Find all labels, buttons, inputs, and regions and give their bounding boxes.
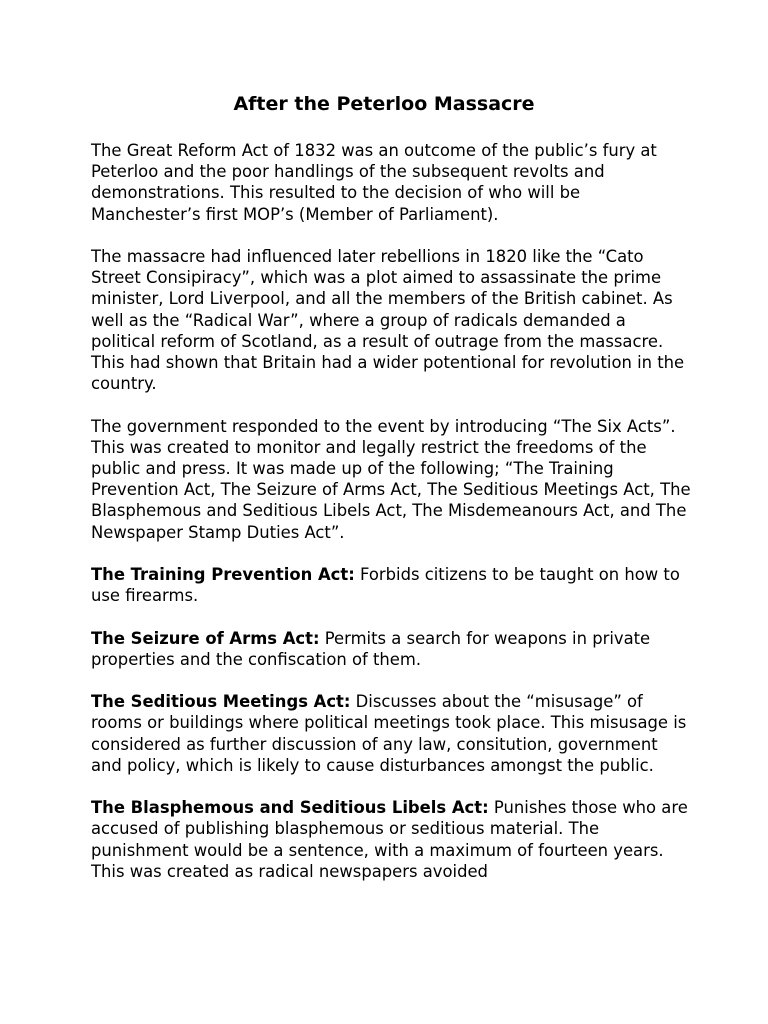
document-body <box>91 140 691 903</box>
act-description: Permits a search for weapons in private properties and the confiscation of them. <box>91 628 651 669</box>
act-description: Forbids citizens to be taught on how to use firearms. <box>91 565 680 606</box>
act-definition-training-prevention <box>91 564 691 606</box>
act-term: The Blasphemous and Seditious Libels Act: <box>91 798 489 818</box>
act-definition-seizure-of-arms <box>91 628 691 670</box>
act-term: The Seizure of Arms Act: <box>91 628 320 648</box>
act-definition-seditious-meetings <box>91 691 691 776</box>
paragraph: The government responded to the event by introducing “The Six Acts”. This was created to monitor and legally restrict the freedoms of the public and press. It was made up of the following; “The Training Prevention Act, The Seizure of Arms Act, The Seditious Meetings Act, The Blasphemous and Seditious Libels Act, The Misdemeanours Act, and The Newspaper Stamp Duties Act”. <box>91 416 691 542</box>
act-definition-blasphemous-libels <box>91 797 691 882</box>
act-description: Punishes those who are accused of publishing blasphemous or seditious material. The punishment would be a sentence, with a maximum of fourteen years. This was created as radical newspapers avoided <box>91 798 688 881</box>
paragraph: The Great Reform Act of 1832 was an outcome of the public’s fury at Peterloo and the poor handlings of the subsequent revolts and demonstrations. This resulted to the decision of who will be Manchester’s first MOP’s (Member of Parliament). <box>91 141 657 224</box>
document-title: After the Peterloo Massacre <box>233 93 535 115</box>
act-term: The Seditious Meetings Act: <box>91 692 351 712</box>
act-term: The Training Prevention Act: <box>91 565 355 585</box>
act-description: Discusses about the “misusage” of rooms or buildings where political meetings took place. This misusage is considered as further discussion of any law, consitution, government and policy, which is likely to cause disturbances amongst the public. <box>91 692 687 775</box>
paragraph: The massacre had influenced later rebellions in 1820 like the “Cato Street Consipiracy”, which was a plot aimed to assassinate the prime minister, Lord Liverpool, and all the members of the British cabinet. As well as the “Radical War”, where a group of radicals demanded a political reform of Scotland, as a result of outrage from the massacre. This had shown that Britain had a wider potentional for revolution in the country. <box>91 247 685 394</box>
